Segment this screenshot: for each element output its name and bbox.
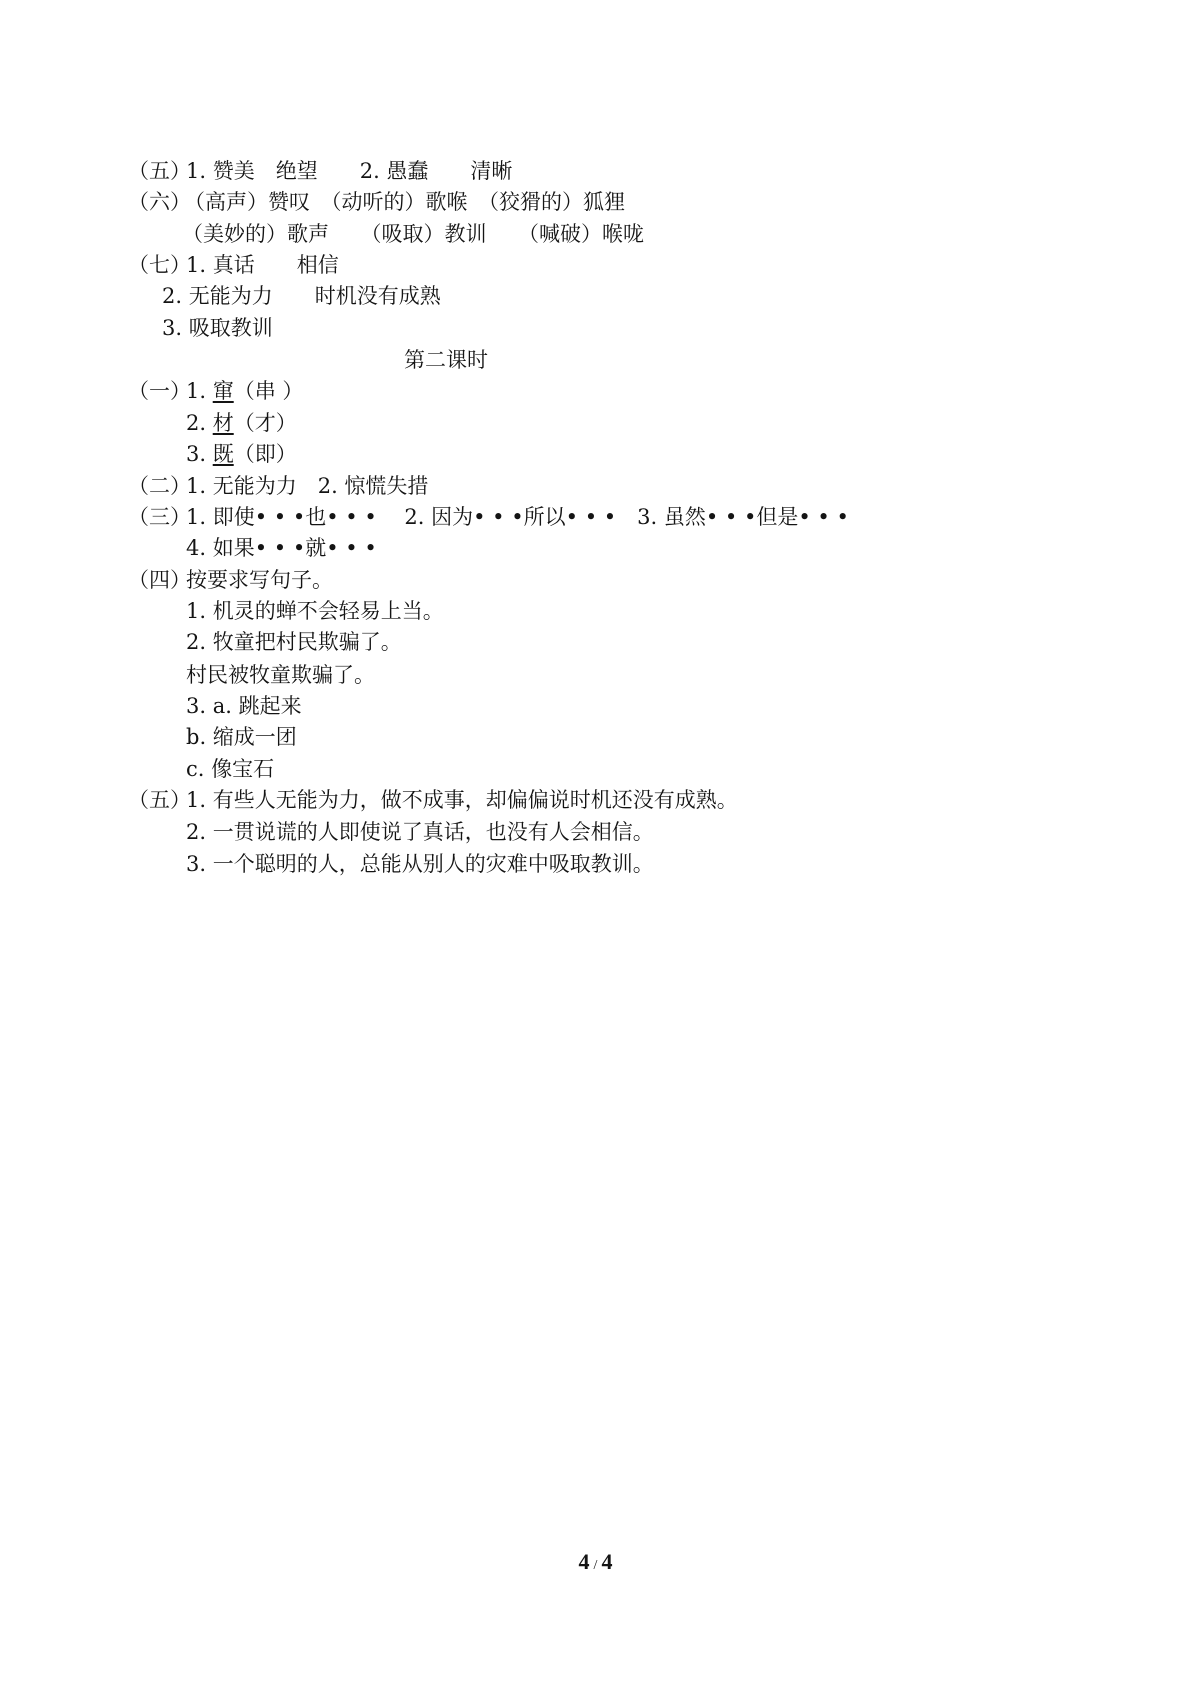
answer-line-l2-q1-3 <box>186 442 297 466</box>
correct-character: （串 ） <box>233 379 304 403</box>
question-marker: （一） <box>128 379 191 403</box>
answer-line-l2-q4-3c <box>186 757 275 781</box>
question-marker: （五） <box>128 788 191 812</box>
answer-line-l1-q7-3 <box>162 316 273 340</box>
wrong-character: 材 <box>212 411 234 435</box>
answer-line-l1-q6-cont <box>182 222 644 246</box>
item-number: 3. <box>186 442 213 466</box>
question-marker: （六） <box>128 190 191 214</box>
answer-line-l2-q1 <box>128 379 304 403</box>
page-separator: / <box>593 1558 598 1573</box>
page-number <box>0 1549 1191 1579</box>
answer-line-l2-q4 <box>128 568 333 592</box>
question-marker: （四） <box>128 568 191 592</box>
correct-character: （即） <box>233 442 297 466</box>
item-number: 2. <box>186 411 213 435</box>
answer-text: 3. 吸取教训 <box>162 316 273 340</box>
question-marker: （三） <box>128 505 191 529</box>
answer-line-l2-q4-3b <box>186 725 297 749</box>
answer-line-l2-q1-2 <box>186 411 297 435</box>
answer-text: （高声）赞叹 （动听的）歌喉 （狡猾的）狐狸 <box>184 190 625 214</box>
answer-text: 2. 一贯说谎的人即使说了真话，也没有人会相信。 <box>186 820 654 844</box>
answer-text: 3. a. 跳起来 <box>186 694 302 718</box>
answer-text: 3. 一个聪明的人，总能从别人的灾难中吸取教训。 <box>186 852 654 876</box>
answer-text: 1. 机灵的蝉不会轻易上当。 <box>186 599 444 623</box>
answer-line-l2-q2 <box>128 474 429 498</box>
answer-line-l2-q3 <box>128 505 849 529</box>
answer-line-l2-q3-2 <box>186 536 377 560</box>
answer-line-l1-q7 <box>128 253 339 277</box>
answer-text: 1. 有些人无能为力，做不成事，却偏偏说时机还没有成熟。 <box>186 788 738 812</box>
answer-line-l2-q4-1 <box>186 599 444 623</box>
instruction-text: 按要求写句子。 <box>186 568 333 592</box>
answer-line-l2-q5-3 <box>186 852 654 876</box>
question-marker: （二） <box>128 474 191 498</box>
answer-line-l2-q4-3a <box>186 694 302 718</box>
section-title: 第二课时 <box>404 348 488 372</box>
answer-text: c. 像宝石 <box>186 757 275 781</box>
answer-item <box>186 411 297 435</box>
answer-item <box>186 442 297 466</box>
answer-text: 2. 无能为力 时机没有成熟 <box>162 284 441 308</box>
wrong-character: 窜 <box>212 379 234 403</box>
answer-text: b. 缩成一团 <box>186 725 297 749</box>
answer-line-l1-q7-2 <box>162 284 441 308</box>
answer-item <box>186 379 303 403</box>
answer-line-l2-q5 <box>128 788 738 812</box>
answer-text: 2. 牧童把村民欺骗了。 <box>186 630 402 654</box>
correct-character: （才） <box>233 411 297 435</box>
answer-line-l1-q6 <box>128 190 625 214</box>
answer-text: （美妙的）歌声 （吸取）教训 （喊破）喉咙 <box>182 222 644 246</box>
answer-text: 1. 赞美 绝望 2. 愚蠢 清晰 <box>186 159 513 183</box>
wrong-character: 既 <box>212 442 234 466</box>
question-marker: （七） <box>128 253 191 277</box>
answer-text: 4. 如果• • •就• • • <box>186 536 377 560</box>
question-marker: （五） <box>128 159 191 183</box>
answer-line-l2-q5-2 <box>186 820 654 844</box>
answer-text: 村民被牧童欺骗了。 <box>186 663 375 687</box>
answer-line-l2-q4-2 <box>186 630 402 654</box>
answer-text: 1. 真话 相信 <box>186 253 339 277</box>
answer-text: 1. 即使• • •也• • • 2. 因为• • •所以• • • 3. 虽然• • •但是• • • <box>186 505 849 529</box>
answer-text: 1. 无能为力 2. 惊慌失措 <box>186 474 429 498</box>
answer-line-l2-q4-2b <box>186 663 375 687</box>
answer-line-l1-q5 <box>128 159 513 183</box>
item-number: 1. <box>186 379 213 403</box>
current-page: 4 <box>578 1549 590 1574</box>
total-pages: 4 <box>601 1549 613 1574</box>
